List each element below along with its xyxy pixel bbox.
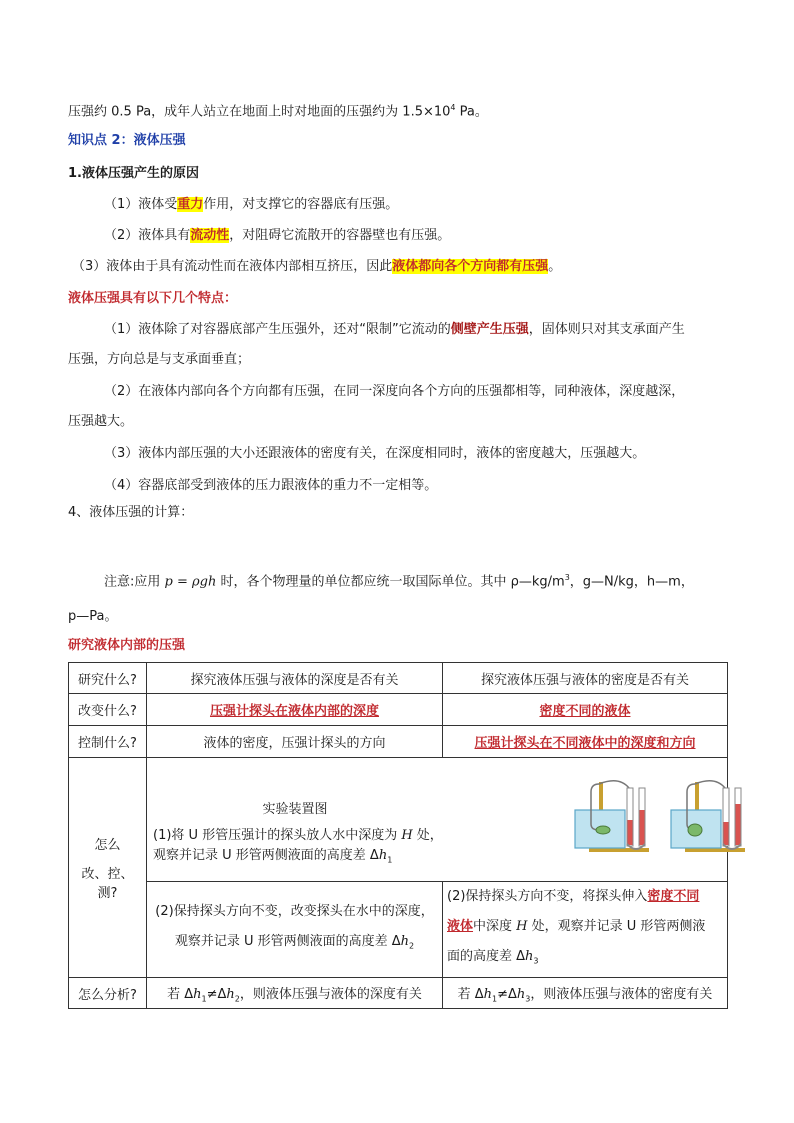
table-row	[69, 663, 728, 694]
reason-1: （1）液体受重力作用，对支撑它的容器底有压强。	[104, 197, 399, 212]
note-line-1: 注意:应用 p = ρgh 时，各个物理量的单位都应统一取国际单位。其中 $\rho—kg/m^3$，g—N/kg，h—m，	[104, 573, 694, 590]
section-1-title: 1.液体压强产生的原因	[68, 166, 199, 181]
note-line-2: p—Pa。	[68, 609, 118, 624]
table-cell: 探究液体压强与液体的密度是否有关	[443, 663, 728, 694]
analysis-density: 若 $\Delta h_1\ne\Delta h_3$，则液体压强与液体的密度有关	[443, 978, 728, 1009]
row-header: 怎么分析?	[69, 978, 147, 1009]
feature-1-line-1: （1）液体除了对容器底部产生压强外，还对“限制”它流动的侧壁产生压强，固体则只对其支承面产生	[104, 322, 685, 337]
apparatus-cell	[147, 758, 728, 882]
table-row	[69, 758, 728, 882]
analysis-depth: 若 $\Delta h_1\ne\Delta h_2$，则液体压强与液体的深度有关	[147, 978, 443, 1009]
row-header-line-1: 怎么	[94, 838, 121, 853]
u-tube-apparatus-2	[671, 781, 745, 852]
u-tube-apparatus-1	[575, 781, 649, 852]
row-header	[69, 758, 147, 978]
row-header-line-2: 改、控、测?	[81, 867, 134, 901]
table-cell: 液体的密度，压强计探头的方向	[147, 726, 443, 758]
step-1: (1)将 U 形管压强计的探头放人水中深度为 H 处， 观察并记录 U 形管两侧液面的高度差 $\Delta h_1$	[153, 828, 443, 865]
table-cell: 压强计探头在不同液体中的深度和方向	[443, 726, 728, 758]
apparatus-illustration	[569, 764, 749, 852]
table-row	[69, 726, 728, 758]
row-header: 控制什么?	[69, 726, 147, 758]
feature-4: （4）容器底部受到液体的压力跟液体的重力不一定相等。	[104, 478, 438, 493]
table-row	[69, 882, 728, 978]
apparatus-title: 实验装置图	[262, 802, 328, 817]
step-2: (2)保持探头方向不变，改变探头在水中的深度， 观察并记录 U 形管两侧液面的高度差 $\Delta h_2$	[147, 882, 443, 978]
features-title: 液体压强具有以下几个特点：	[68, 291, 238, 306]
feature-2-line-2: 压强越大。	[68, 414, 134, 429]
step-3: (2)保持探头方向不变，将探头伸入密度不同 液体中深度 H 处，观察并记录 U 形管两侧液 面的高度差 $\Delta h_3$	[443, 882, 728, 978]
study-table	[68, 662, 728, 1009]
table-row	[69, 978, 728, 1009]
table-cell: 探究液体压强与液体的深度是否有关	[147, 663, 443, 694]
table-cell: 压强计探头在液体内部的深度	[147, 694, 443, 726]
feature-3: （3）液体内部压强的大小还跟液体的密度有关，在深度相同时，液体的密度越大，压强越大。	[104, 446, 646, 461]
feature-1-line-2: 压强，方向总是与支承面垂直；	[68, 352, 251, 367]
reason-2: （2）液体具有流动性，对阻碍它流散开的容器壁也有压强。	[104, 228, 451, 243]
feature-2-line-1: （2）在液体内部向各个方向都有压强，在同一深度向各个方向的压强都相等，同种液体，深度越深，	[104, 384, 685, 399]
reason-3: （3）液体由于具有流动性而在液体内部相互挤压，因此液体都向各个方向都有压强。	[72, 259, 562, 274]
study-title: 研究液体内部的压强	[68, 638, 186, 653]
row-header: 改变什么?	[69, 694, 147, 726]
calc-title: 4、液体压强的计算：	[68, 505, 194, 520]
table-cell: 密度不同的液体	[443, 694, 728, 726]
row-header: 研究什么?	[69, 663, 147, 694]
knowledge-point-2-title: 知识点 2：液体压强	[68, 133, 186, 148]
table-row	[69, 694, 728, 726]
intro-line: 压强约 0.5 Pa，成年人站立在地面上时对地面的压强约为 $1.5\times 10^4$ Pa。	[68, 103, 488, 120]
